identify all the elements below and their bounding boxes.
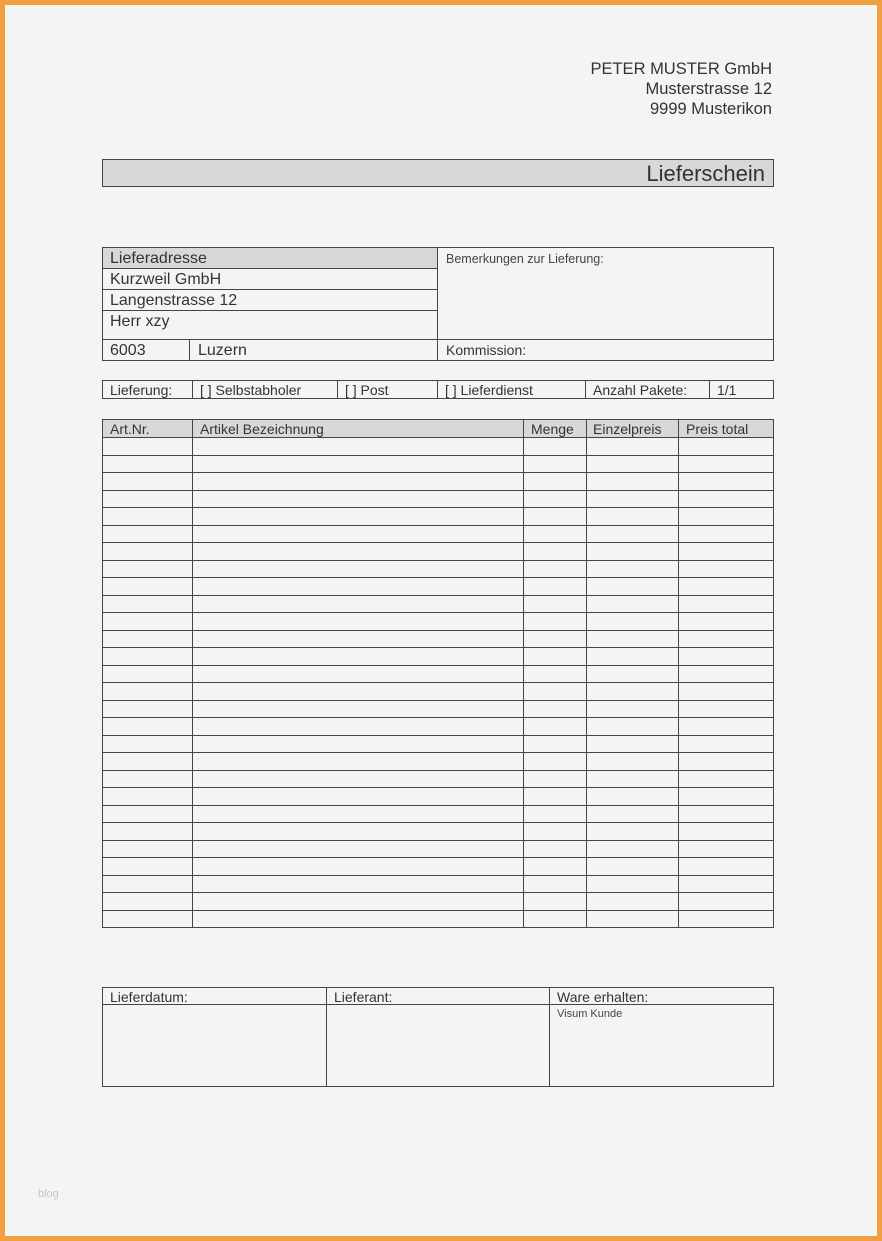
table-row-line [102,507,774,508]
table-row-line [102,647,774,648]
table-row-line [102,455,774,456]
goods-received-label: Ware erhalten: [557,989,649,1005]
table-row-line [102,682,774,683]
address-line-company: Kurzweil GmbH [110,271,222,288]
company-city: 9999 Musterikon [650,100,772,118]
signature-block [102,987,774,1087]
visum-label: Visum Kunde [557,1008,623,1020]
option-pickup: [ ] Selbstabholer [200,382,302,398]
delivery-label: Lieferung: [110,382,173,398]
company-block [590,59,772,119]
table-row-line [102,612,774,613]
table-row-line [102,752,774,753]
option-post: [ ] Post [345,382,389,398]
table-row-line [102,560,774,561]
table-column-line [586,419,587,928]
table-row-line [102,472,774,473]
table-row-line [102,822,774,823]
table-column-line [773,419,774,928]
table-row-line [102,735,774,736]
address-zip: 6003 [110,342,146,359]
table-row-line [102,892,774,893]
col-header-unit-price: Einzelpreis [593,421,662,437]
table-row-line [102,595,774,596]
table-row-line [102,665,774,666]
table-column-line [102,419,103,928]
company-name: PETER MUSTER GmbH [590,60,772,78]
table-row-line [102,805,774,806]
delivery-date-label: Lieferdatum: [110,989,188,1005]
remarks-label: Bemerkungen zur Lieferung: [446,252,604,266]
table-column-line [523,419,524,928]
packages-value: 1/1 [717,382,737,398]
table-row-line [102,577,774,578]
document-title-bar [102,159,774,187]
items-table [102,419,774,927]
table-row-line [102,875,774,876]
table-row-line [102,700,774,701]
table-row-line [102,840,774,841]
company-street: Musterstrasse 12 [645,80,772,98]
col-header-description: Artikel Bezeichnung [200,421,324,437]
packages-label: Anzahl Pakete: [593,382,688,398]
col-header-art-nr: Art.Nr. [110,421,150,437]
supplier-label: Lieferant: [334,989,393,1005]
option-delivery-service: [ ] Lieferdienst [445,382,533,398]
table-border-bottom [102,927,774,928]
address-header: Lieferadresse [110,250,207,267]
table-row-line [102,770,774,771]
address-line-contact: Herr xzy [110,313,170,330]
table-row-line [102,787,774,788]
document-title: Lieferschein [646,161,765,186]
address-city: Luzern [198,342,247,359]
table-row-line [102,630,774,631]
col-header-quantity: Menge [531,421,574,437]
table-row-line [102,910,774,911]
commission-label: Kommission: [446,342,527,358]
col-header-total-price: Preis total [686,421,749,437]
table-row-line [102,490,774,491]
table-row-line [102,542,774,543]
table-row-line [102,857,774,858]
table-row-line [102,525,774,526]
address-line-street: Langenstrasse 12 [110,292,238,309]
table-column-line [192,419,193,928]
table-column-line [678,419,679,928]
table-row-line [102,717,774,718]
watermark: blog [38,1188,59,1200]
